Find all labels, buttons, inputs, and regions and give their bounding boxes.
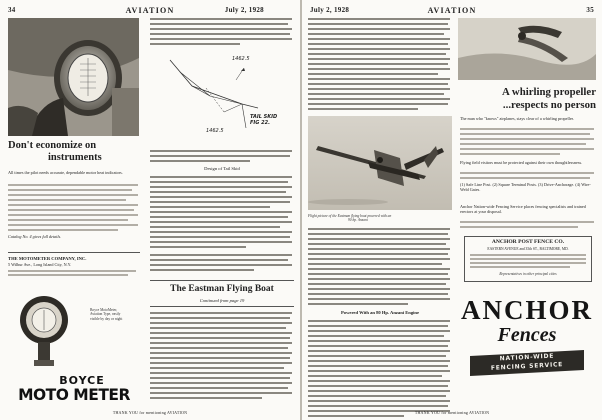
right-page-number: 35 — [586, 6, 594, 14]
left-footer: THANK YOU for mentioning AVIATION — [112, 410, 188, 415]
motometer-caption-2: Aviation Type, easily — [90, 312, 121, 317]
motometer-headline-1: Don't economize on — [8, 140, 97, 151]
anchor-body-intro: The man who "knows" airplanes, stays clear of a whirling propeller. — [460, 116, 574, 121]
anchor-headline-1: A whirling propeller — [502, 86, 596, 98]
flying-boat-continued: Continued from page 19 — [199, 298, 245, 303]
anchor-logo-word: ANCHOR — [461, 295, 593, 325]
anchor-company-name: ANCHOR POST FENCE CO. — [491, 239, 565, 245]
anchor-company-address: EASTERN AVENUE and 35th ST., BALTIMORE, MD. — [487, 247, 569, 251]
motometer-logo-top: BOYCE — [59, 374, 105, 387]
motometer-caption-1: Boyce MotoMeter, — [90, 308, 118, 312]
motometer-company-name: THE MOTOMETER COMPANY, INC. — [8, 256, 87, 261]
left-magazine-page — [0, 0, 300, 420]
anchor-company-tagline: Representatives in other principal cities — [499, 272, 557, 276]
anchor-ribbon-line-2: FENCING SERVICE — [490, 361, 564, 372]
anchor-feature-1: (1) Safe Line Post. — [460, 182, 492, 187]
motometer-logo-bottom: MOTO METER — [18, 385, 130, 405]
motometer-photo — [8, 18, 139, 136]
right-magazine-page — [302, 0, 602, 420]
flying-boat-photo — [308, 116, 452, 210]
left-page-date: July 2, 1928 — [224, 6, 264, 14]
flying-boat-title: The Eastman Flying Boat — [170, 284, 274, 294]
anchor-feature-list — [460, 182, 594, 192]
motometer-device-photo — [8, 284, 86, 370]
tail-skid-heading: Design of Tail Skid — [204, 166, 240, 171]
motometer-advertisement[interactable] — [8, 18, 140, 404]
motometer-company-address: 5 Wilbur Ave., Long Island City, N.Y. — [8, 262, 72, 267]
figure-caption-1: Flight picture of the Eastman flying boat powered with an — [308, 214, 392, 218]
left-running-title: AVIATION — [125, 6, 175, 15]
figure-caption-2: 90 hp. Anzani — [348, 218, 368, 223]
anchor-feature-3: (3) Drive-Anchorage. — [538, 182, 575, 187]
motometer-caption-3: visible by day or night — [90, 316, 123, 321]
left-page-number: 34 — [8, 6, 16, 14]
right-running-title: AVIATION — [427, 6, 477, 15]
motometer-body-intro: All times the pilot needs accurate, dependable motor heat indicators. — [8, 170, 123, 175]
anchor-fence-advertisement[interactable] — [458, 18, 596, 404]
drawing-label-a: 1462.5 — [232, 56, 250, 62]
anchor-ribbon-line-1: NATION-WIDE — [499, 352, 555, 363]
anchor-feature-4: (4) Wire-Weld Gates. — [460, 182, 591, 192]
right-page-date: July 2, 1928 — [310, 6, 350, 14]
powered-with-heading: Powered With an 80 Hp. Anzani Engine — [341, 310, 419, 315]
right-footer: THANK YOU for mentioning AVIATION — [414, 410, 490, 415]
anchor-feature-2: (2) Square Terminal Posts. — [492, 182, 537, 187]
drawing-figure-label: TAIL SKID FIG 22. — [250, 114, 278, 126]
motometer-catalog-text: Catalog No. 4 gives full details. — [8, 234, 62, 239]
anchor-body-second: Flying field visitors must be protected against their own thoughtlessness. — [460, 160, 583, 165]
drawing-label-b: 1462.5 — [206, 128, 224, 134]
propeller-photo — [458, 18, 596, 80]
motometer-headline-2: instruments — [48, 152, 102, 163]
anchor-headline-2: ...respects no person — [502, 99, 596, 111]
anchor-logo-script: Fences — [497, 324, 557, 346]
anchor-body-third: Anchor Nation-wide Fencing Service places fencing specialists and trained erectors at your disposal. — [460, 204, 586, 214]
